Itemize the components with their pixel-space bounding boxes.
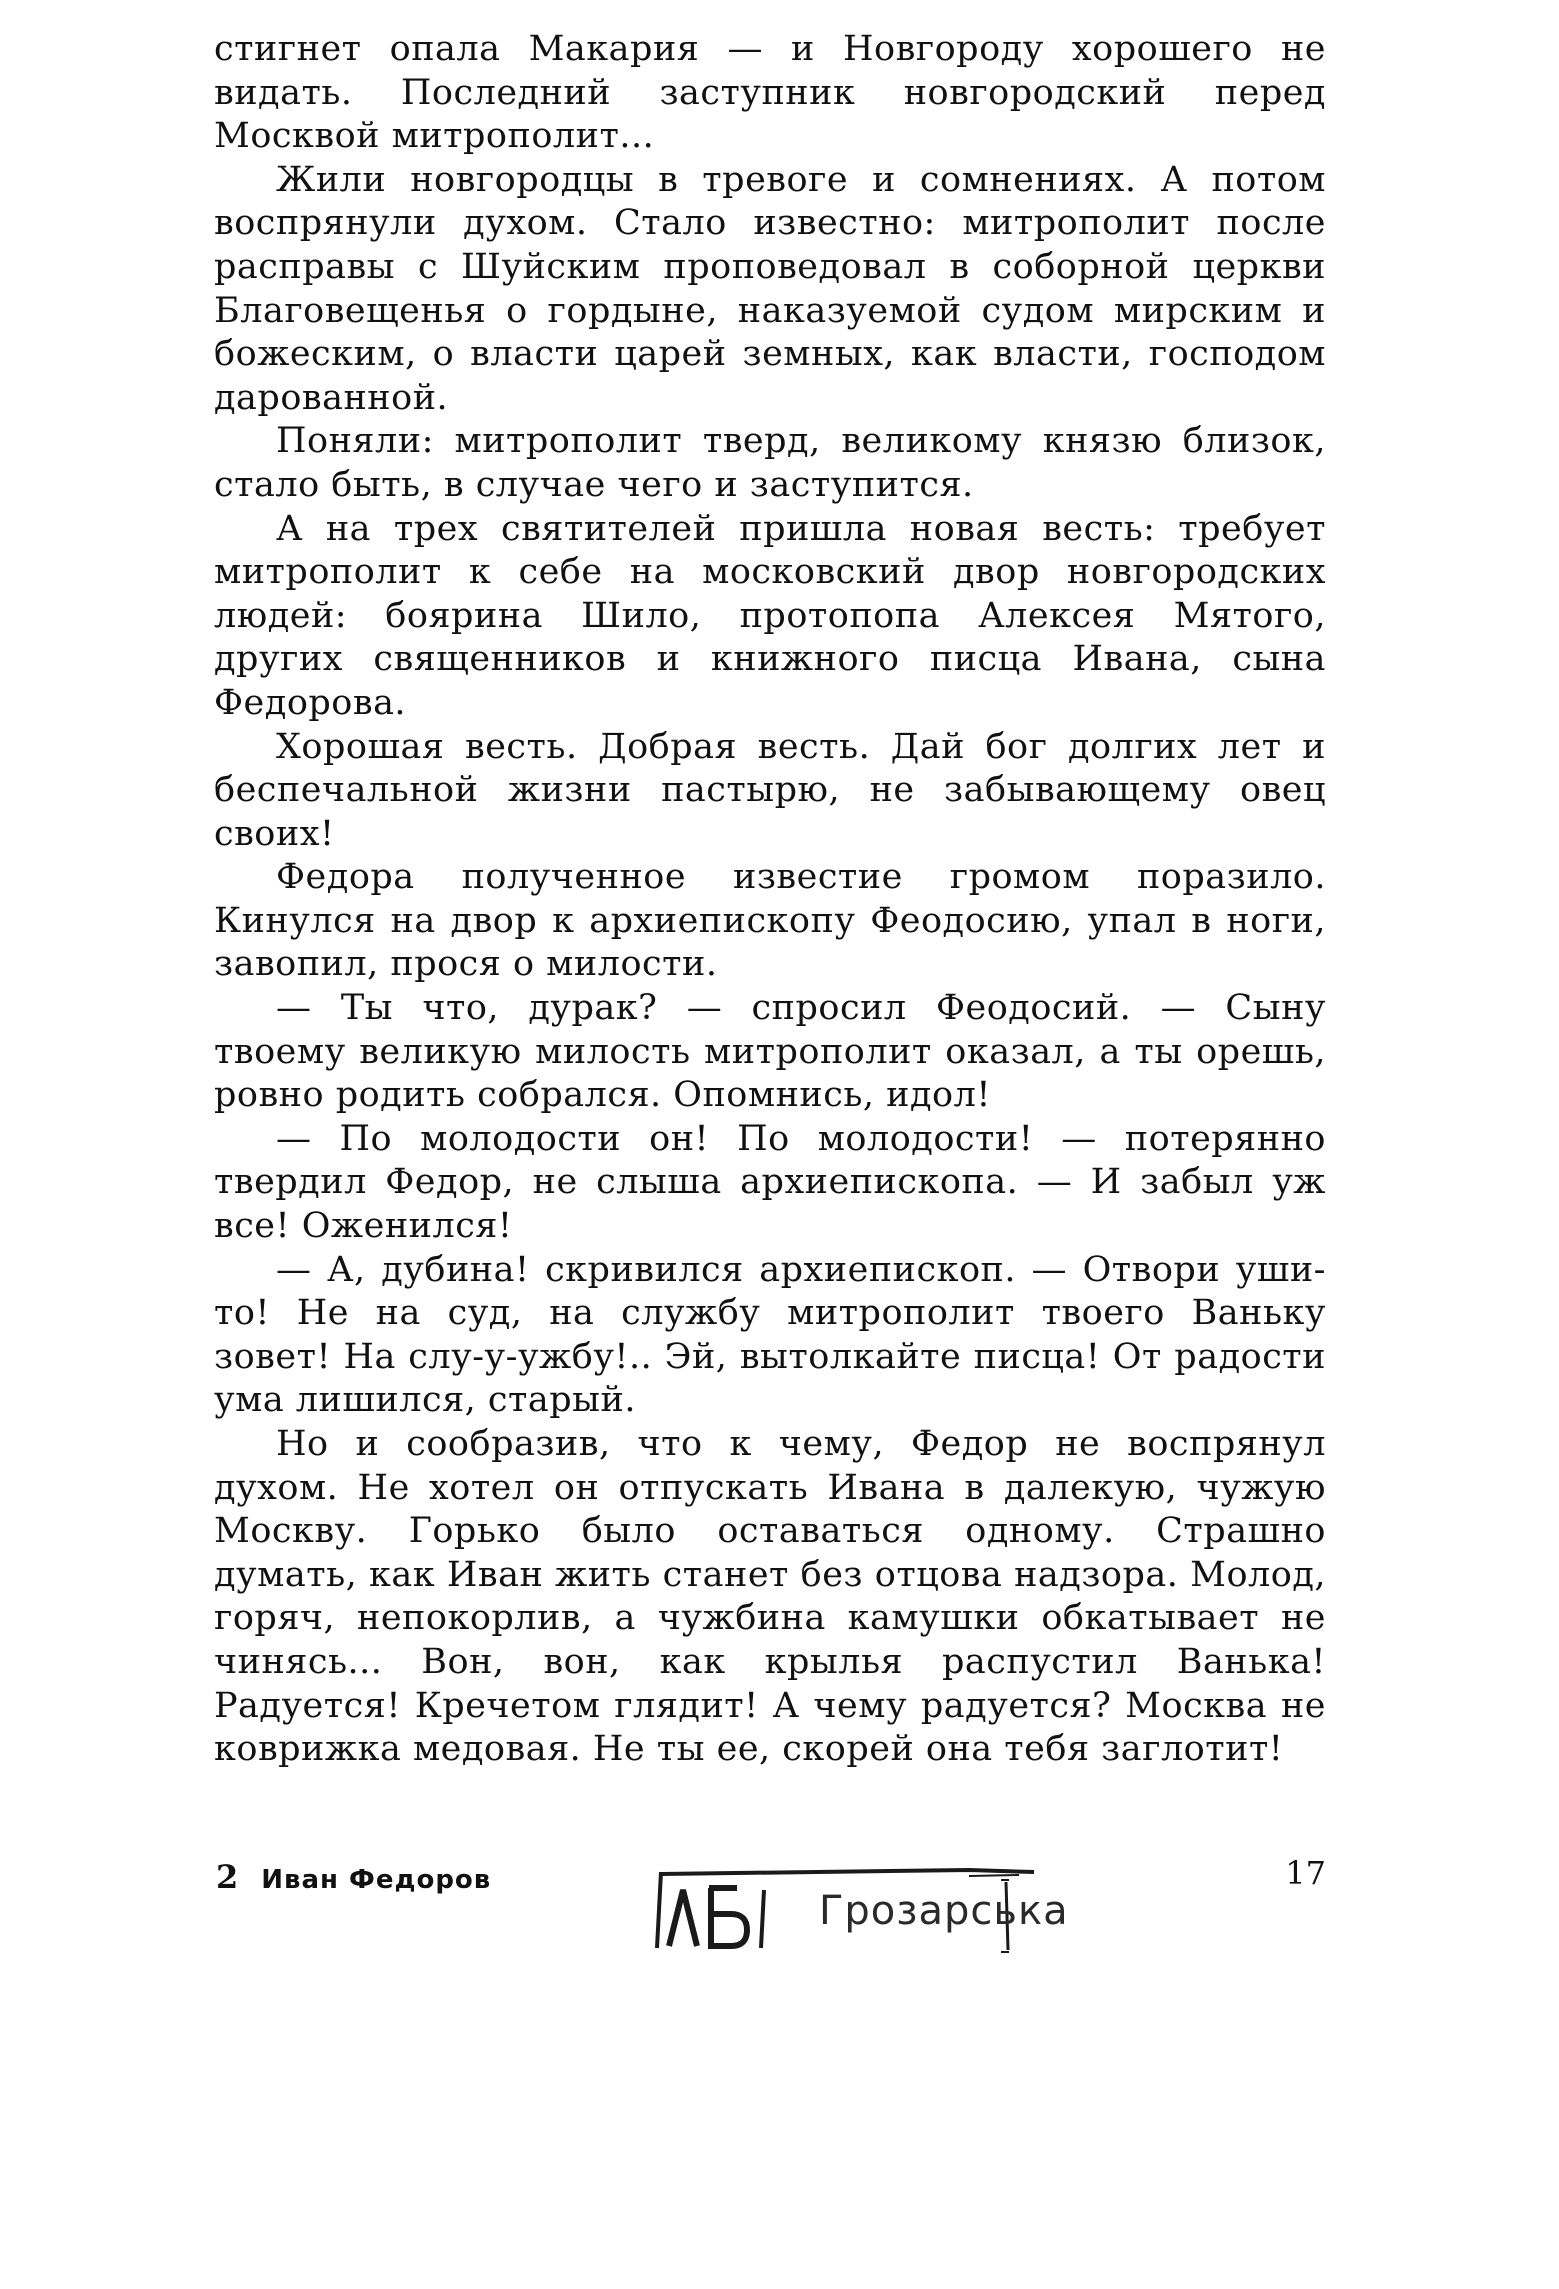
page-number: 17 (1285, 1854, 1326, 1892)
paragraph: стигнет опала Макария — и Новгороду хорошего не видать. Последний заступник новгородский перед Москвой митрополит... (214, 29, 1326, 157)
paragraph: Жили новгородцы в тревоге и сомнениях. А потом воспрянули духом. Стало известно: митрополит после расправы с Шуйским проповедовал в соборной церкви Благовещенья о гордыне, наказуемой судом мирским и божеским, о власти царей земных, как власти, господом дарованной. (214, 159, 1326, 418)
page-body (214, 28, 1326, 1772)
paragraph: Федора полученное известие громом поразило. Кинулся на двор к архиепископу Феодосию, упал в ноги, завопил, прося о милости. (214, 857, 1326, 985)
signature-number: 2 (216, 1858, 240, 1896)
library-stamp (639, 1860, 1159, 1960)
paragraph: — По молодости он! По молодости! — потерянно твердил Федор, не слыша архиепископа. — И забыл уж все! Оженился! (214, 1118, 1326, 1247)
paragraph: — А, дубина! скривился архиепископ. — Отвори уши-то! Не на суд, на службу митрополит твоего Ваньку зовет! На слу-у-ужбу!.. Эй, вытолкайте писца! От радости ума лишился, старый. (214, 1249, 1326, 1421)
paragraph: — Ты что, дурак? — спросил Феодосий. — Сыну твоему великую милость митрополит оказал, а ты орешь, ровно родить собрался. Опомнись, идол! (214, 988, 1326, 1116)
signature-mark (216, 1858, 491, 1896)
paragraph: Поняли: митрополит тверд, великому князю близок, стало быть, в случае чего и заступится. (214, 421, 1326, 505)
page-footer (214, 1852, 1326, 1972)
paragraph: А на трех святителей пришла новая весть: требует митрополит к себе на московский двор новгородских людей: боярина Шило, протопопа Алексея Мятого, других священников и книжного писца Ивана, сына Федорова. (214, 508, 1326, 723)
text-body (214, 28, 1326, 1772)
paragraph: Хорошая весть. Добрая весть. Дай бог долгих лет и беспечальной жизни пастырю, не забывающему овец своих! (214, 726, 1326, 854)
stamp-text: Грозарська (819, 1888, 1069, 1934)
paragraph: Но и сообразив, что к чему, Федор не воспрянул духом. Не хотел он отпускать Ивана в далекую, чужую Москву. Горько было оставаться одному. Страшно думать, как Иван жить станет без отцова надзора. Молод, горяч, непокорлив, а чужбина камушки обкатывает не чинясь... Вон, вон, как крылья распустил Ванька! Радуется! Кречетом глядит! А чему радуется? Москва не коврижка медовая. Не ты ее, скорей она тебя заглотит! (214, 1424, 1326, 1770)
signature-title: Иван Федоров (261, 1865, 492, 1895)
